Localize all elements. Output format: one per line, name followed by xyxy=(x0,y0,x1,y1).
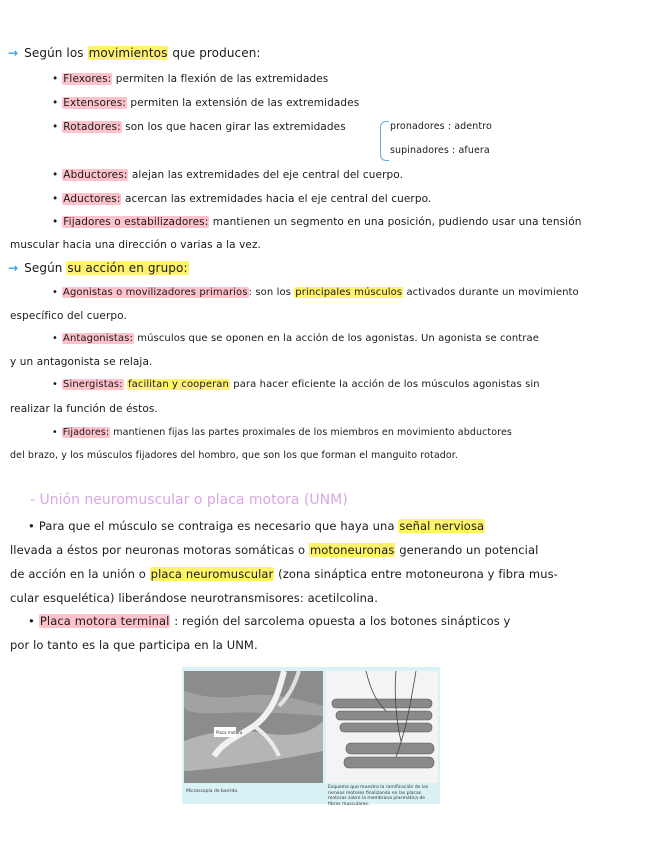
unm-paragraph-1-line-4: cular esquelética) liberándose neurotransmisores: acetilcolina. xyxy=(10,591,378,605)
list-item-flexores: • Flexores: permiten la flexión de las extremidades xyxy=(52,73,329,85)
figure-caption-left: Microscopía de barrido. xyxy=(186,789,239,794)
rotadores-pronadores: pronadores : adentro xyxy=(390,121,492,132)
sinergistas-continuation: realizar la función de éstos. xyxy=(10,403,158,415)
fijadores2-continuation: del brazo, y los músculos fijadores del hombro, que son los que forman el manguito rotador. xyxy=(10,450,459,461)
figure-label-box: Placa motora xyxy=(216,730,243,735)
microscopy-illustration xyxy=(184,671,323,783)
agonistas-continuation: específico del cuerpo. xyxy=(10,310,127,322)
unm-heading: - Unión neuromuscular o placa motora (UNM) xyxy=(30,492,348,508)
section-heading-movimientos: → Según los movimientos que producen: xyxy=(8,46,261,60)
unm-paragraph-2-line-2: por lo tanto es la que participa en la UNM. xyxy=(10,638,258,652)
arrow-icon: → xyxy=(8,261,19,275)
list-item-rotadores: • Rotadores: son los que hacen girar las extremidades xyxy=(52,121,346,133)
figure-caption-right: Esquema que muestra la ramificación de los nervios motores finalizando en las placas motoras sobre la membrana plasmática de fibras musculares. xyxy=(328,785,429,807)
highlight-accion: su acción en grupo: xyxy=(67,261,188,275)
fijadores-continuation: muscular hacia una dirección o varias a la vez. xyxy=(10,239,261,251)
list-item-abductores: • Abductores: alejan las extremidades del eje central del cuerpo. xyxy=(52,169,404,181)
list-item-antagonistas: • Antagonistas: músculos que se oponen en la acción de los agonistas. Un agonista se contrae xyxy=(52,333,539,344)
unm-paragraph-1-line-1: • Para que el músculo se contraiga es necesario que haya una señal nerviosa xyxy=(28,519,485,533)
list-item-extensores: • Extensores: permiten la extensión de las extremidades xyxy=(52,97,360,109)
microscopy-image xyxy=(184,671,323,783)
list-item-fijadores: • Fijadores o estabilizadores: mantienen un segmento en una posición, pudiendo usar una tensión xyxy=(52,216,582,228)
highlight-movimientos: movimientos xyxy=(88,46,168,60)
schematic-illustration xyxy=(326,671,438,783)
list-item-aductores: • Aductores: acercan las extremidades hacia el eje central del cuerpo. xyxy=(52,193,432,205)
unm-paragraph-1-line-3: de acción en la unión o placa neuromuscular (zona sináptica entre motoneurona y fibra mus- xyxy=(10,567,558,581)
list-item-fijadores2: • Fijadores: mantienen fijas las partes proximales de los miembros en movimiento abductores xyxy=(52,427,512,438)
rotadores-supinadores: supinadores : afuera xyxy=(390,145,490,156)
list-item-sinergistas: • Sinergistas: facilitan y cooperan para hacer eficiente la acción de los músculos agonistas sin xyxy=(52,379,540,390)
section-heading-accion: → Según su acción en grupo: xyxy=(8,261,188,275)
brace-icon xyxy=(380,121,389,161)
schematic-image xyxy=(326,671,438,783)
unm-paragraph-1-line-2: llevada a éstos por neuronas motoras somáticas o motoneuronas generando un potencial xyxy=(10,543,539,557)
list-item-agonistas: • Agonistas o movilizadores primarios: son los principales músculos activados durante un movimiento xyxy=(52,287,579,298)
arrow-icon: → xyxy=(8,46,19,60)
unm-paragraph-2-line-1: • Placa motora terminal : región del sarcolema opuesta a los botones sinápticos y xyxy=(28,614,511,628)
antagonistas-continuation: y un antagonista se relaja. xyxy=(10,356,153,368)
figure-neuromuscular xyxy=(182,667,440,807)
